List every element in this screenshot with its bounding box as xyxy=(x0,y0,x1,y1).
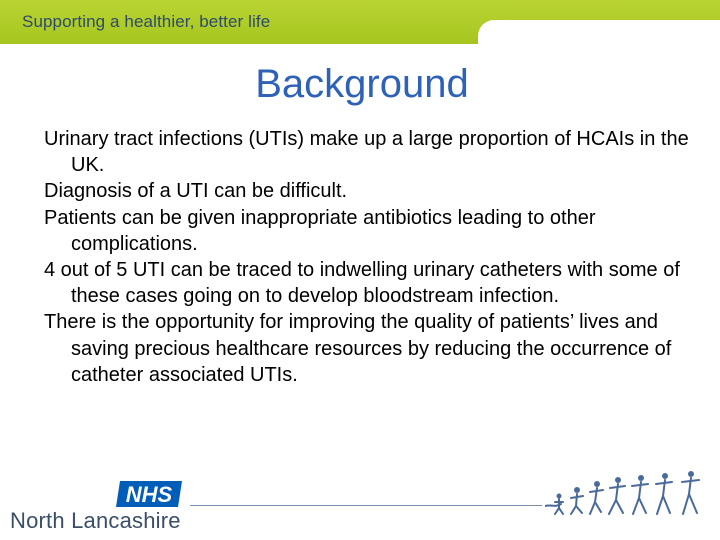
org-name: North Lancashire xyxy=(10,508,181,533)
bullet-list xyxy=(44,126,694,388)
nhs-logo-text: NHS xyxy=(125,482,173,507)
bullet-item: 4 out of 5 UTI can be traced to indwelling urinary catheters with some of these cases going on to develop bloodstream infection. xyxy=(44,259,680,308)
running-figures-graphic xyxy=(545,468,720,516)
bullet-item: There is the opportunity for improving the quality of patients’ lives and saving precious healthcare resources by reducing the occurrence of catheter associated UTIs. xyxy=(44,311,672,386)
slide-title: Background xyxy=(255,62,469,106)
footer-divider xyxy=(190,505,542,506)
header-tagline: Supporting a healthier, better life xyxy=(22,12,271,31)
bullet-item: Urinary tract infections (UTIs) make up a large proportion of HCAIs in the UK. xyxy=(44,128,689,177)
bullet-item: Patients can be given inappropriate antibiotics leading to other complications. xyxy=(44,206,596,255)
bullet-item: Diagnosis of a UTI can be difficult. xyxy=(44,180,348,203)
nhs-logo xyxy=(116,481,182,507)
